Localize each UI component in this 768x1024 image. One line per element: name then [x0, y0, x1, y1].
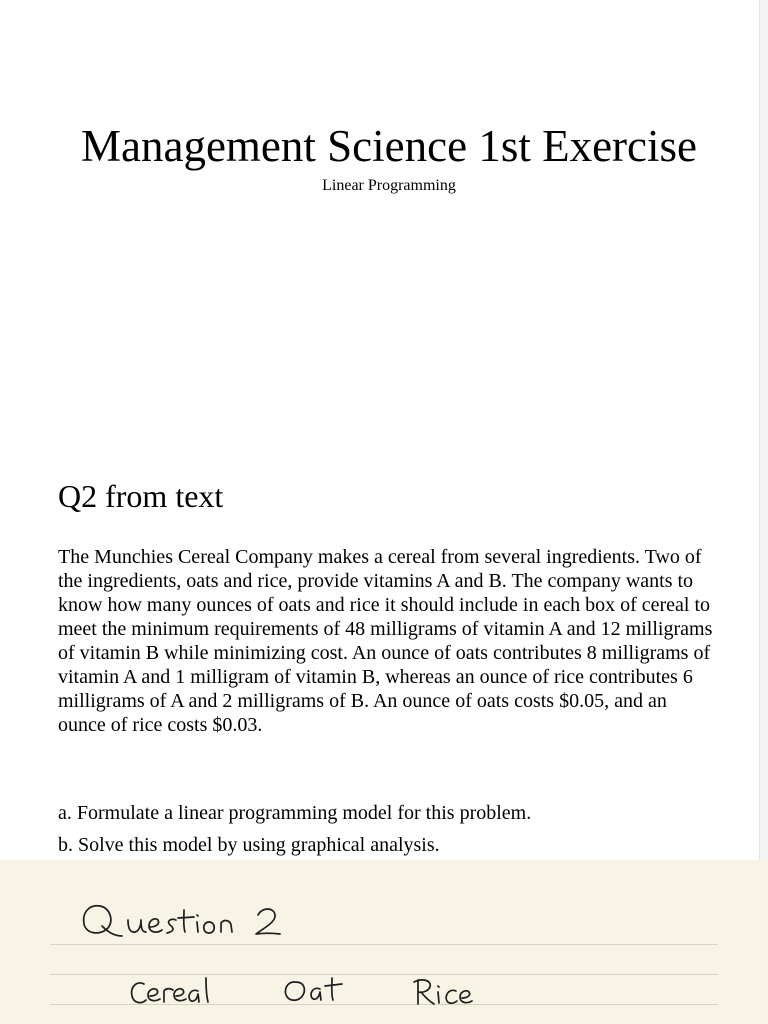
handwritten-cereal-label: [128, 974, 218, 1008]
task-a: a. Formulate a linear programming model for this problem.: [58, 802, 532, 824]
handwritten-oat-label: [280, 972, 350, 1006]
document-subtitle: Linear Programming: [322, 177, 456, 194]
handwritten-rice-label: [412, 972, 482, 1008]
ruled-line: [50, 944, 718, 945]
title-block: [0, 122, 768, 196]
handwritten-question-heading: [78, 898, 288, 942]
question-heading: Q2 from text: [58, 478, 224, 514]
handwritten-notes-area: [0, 860, 768, 1024]
document-title: Management Science 1st Exercise: [80, 121, 697, 171]
task-b: b. Solve this model by using graphical analysis.: [58, 834, 440, 856]
problem-statement: The Munchies Cereal Company makes a cereal from several ingredients. Two of the ingredients, oats and rice, provide vitamins A and B. The company wants to know how many ounces of oats and rice it should include in each box of cereal to meet the minimum requirements of 48 milligrams of vitamin A and 12 milligrams of vitamin B while minimizing cost. An ounce of oats contributes 8 milligrams of vitamin A and 1 milligram of vitamin B, whereas an ounce of rice contributes 6 milligrams of A and 2 milligrams of B. An ounce of oats costs $0.05, and an ounce of rice costs $0.03.: [58, 546, 713, 736]
